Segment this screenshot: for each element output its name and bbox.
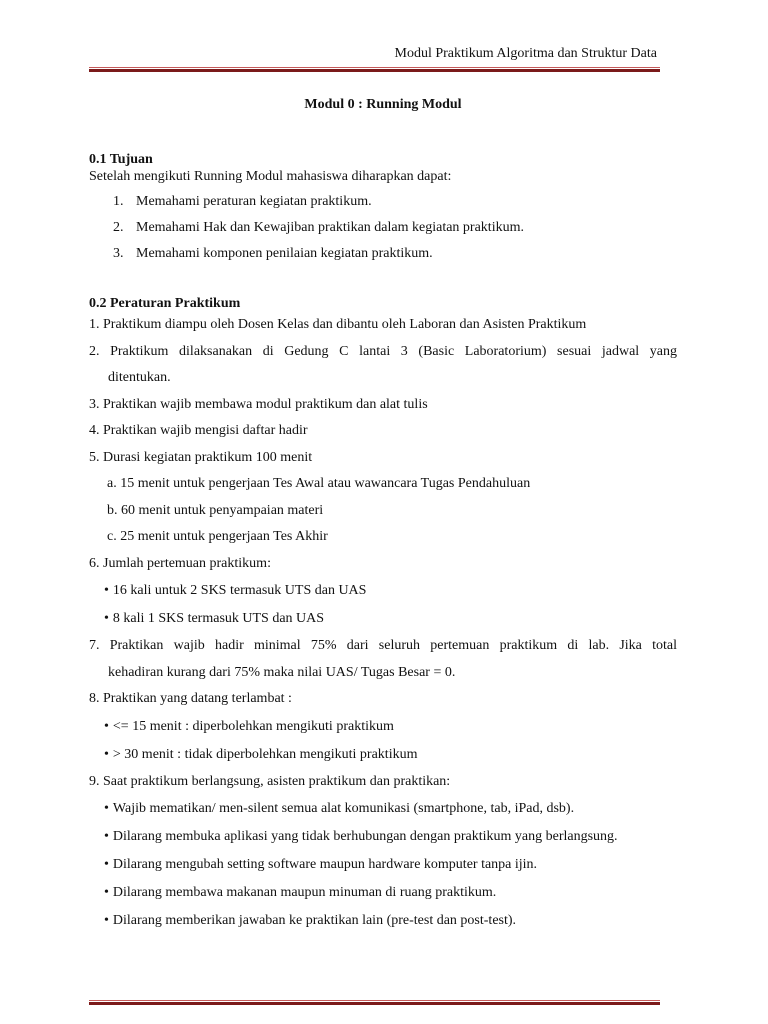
bullet-icon: • [104,829,109,844]
bullet-item [89,823,677,851]
bullet-icon: • [104,583,109,598]
running-header: Modul Praktikum Algoritma dan Struktur Data [394,46,657,61]
section-tujuan [89,152,677,271]
rule-item-7 [89,633,677,686]
section-heading-tujuan: 0.1 Tujuan [89,152,153,167]
bullet-icon: • [104,718,109,734]
page-content [89,91,677,935]
bullet-icon: • [104,857,109,872]
section-intro: Setelah mengikuti Running Modul mahasiswa diharapkan dapat: [89,169,452,184]
list-item-number: 1. [113,194,124,209]
rule-item-2-line-1: 2. Praktikum dilaksanakan di Gedung C lantai 3 (Basic Laboratorium) sesuai jadwal yang [89,343,677,359]
goals-list [89,193,677,271]
bullet-icon: • [104,913,109,928]
bullet-text: Dilarang memberikan jawaban ke praktikan lain (pre-test dan post-test). [112,913,517,928]
rule-item-5-text: 5. Durasi kegiatan praktikum 100 menit [89,449,313,465]
rules-list [89,312,677,935]
rule-item-5 [89,445,677,551]
footer-rule-thick [89,1002,660,1005]
header-rule-thick [89,69,660,72]
list-item-text: Memahami Hak dan Kewajiban praktikan dalam kegiatan praktikum. [136,220,524,235]
rule-item-7-line-1: 7. Praktikan wajib hadir minimal 75% dari seluruh pertemuan praktikum di lab. Jika total [89,638,677,653]
bullet-icon: • [104,885,109,900]
bullet-icon: • [104,801,109,816]
sub-item: a. 15 menit untuk pengerjaan Tes Awal atau wawancara Tugas Pendahuluan [107,476,531,491]
footer-rule-thin [89,1000,660,1001]
bullet-text: Dilarang membawa makanan maupun minuman di ruang praktikum. [112,885,497,900]
list-item [89,219,677,245]
rule-item-6 [89,551,677,634]
bullet-item [89,577,677,605]
bullet-item [89,879,677,907]
header-rule [89,67,660,73]
bullet-text: 16 kali untuk 2 SKS termasuk UTS dan UAS [112,583,367,598]
header-rule-thin [89,67,660,68]
list-item [89,245,677,271]
section-heading-peraturan: 0.2 Peraturan Praktikum [89,296,241,311]
bullet-text: > 30 menit : tidak diperbolehkan mengikuti praktikum [112,746,418,762]
rule-item-9 [89,769,677,936]
bullet-text: Dilarang membuka aplikasi yang tidak berhubungan dengan praktikum yang berlangsung. [112,829,618,844]
bullet-item [89,795,677,823]
page-title: Modul 0 : Running Modul [304,97,462,112]
list-item-number: 3. [113,246,124,261]
bullet-item [89,713,677,741]
bullet-text: 8 kali 1 SKS termasuk UTS dan UAS [112,611,325,626]
sub-item: c. 25 menit untuk pengerjaan Tes Akhir [107,529,328,544]
rule-item-2 [89,339,677,392]
bullet-text: Wajib mematikan/ men-silent semua alat komunikasi (smartphone, tab, iPad, dsb). [112,801,575,816]
rule-item-8 [89,686,677,769]
bullet-icon: • [104,746,109,762]
section-peraturan [89,296,677,935]
rule-item-7-line-2: kehadiran kurang dari 75% maka nilai UAS/ Tugas Besar = 0. [108,664,456,680]
sub-item: b. 60 menit untuk penyampaian materi [107,502,324,518]
list-item [89,193,677,219]
rule-item-4: 4. Praktikan wajib mengisi daftar hadir [89,423,308,438]
list-item-number: 2. [113,220,124,235]
bullet-item [89,907,677,935]
bullet-item [89,741,677,769]
rule-item-6-text: 6. Jumlah pertemuan praktikum: [89,555,271,571]
rule-item-9-text: 9. Saat praktikum berlangsung, asisten praktikum dan praktikan: [89,773,451,789]
rule-item-1: 1. Praktikum diampu oleh Dosen Kelas dan dibantu oleh Laboran dan Asisten Praktikum [89,317,587,332]
list-item-text: Memahami komponen penilaian kegiatan praktikum. [136,246,433,261]
bullet-item [89,605,677,633]
footer-rule [89,1000,660,1006]
bullet-text: <= 15 menit : diperbolehkan mengikuti praktikum [112,718,394,734]
rule-item-8-text: 8. Praktikan yang datang terlambat : [89,691,292,706]
bullet-text: Dilarang mengubah setting software maupun hardware komputer tanpa ijin. [112,857,538,872]
list-item-text: Memahami peraturan kegiatan praktikum. [136,194,372,209]
rule-item-3: 3. Praktikan wajib membawa modul praktikum dan alat tulis [89,396,428,412]
rule-item-2-line-2: ditentukan. [108,370,171,385]
bullet-item [89,851,677,879]
bullet-icon: • [104,611,109,626]
